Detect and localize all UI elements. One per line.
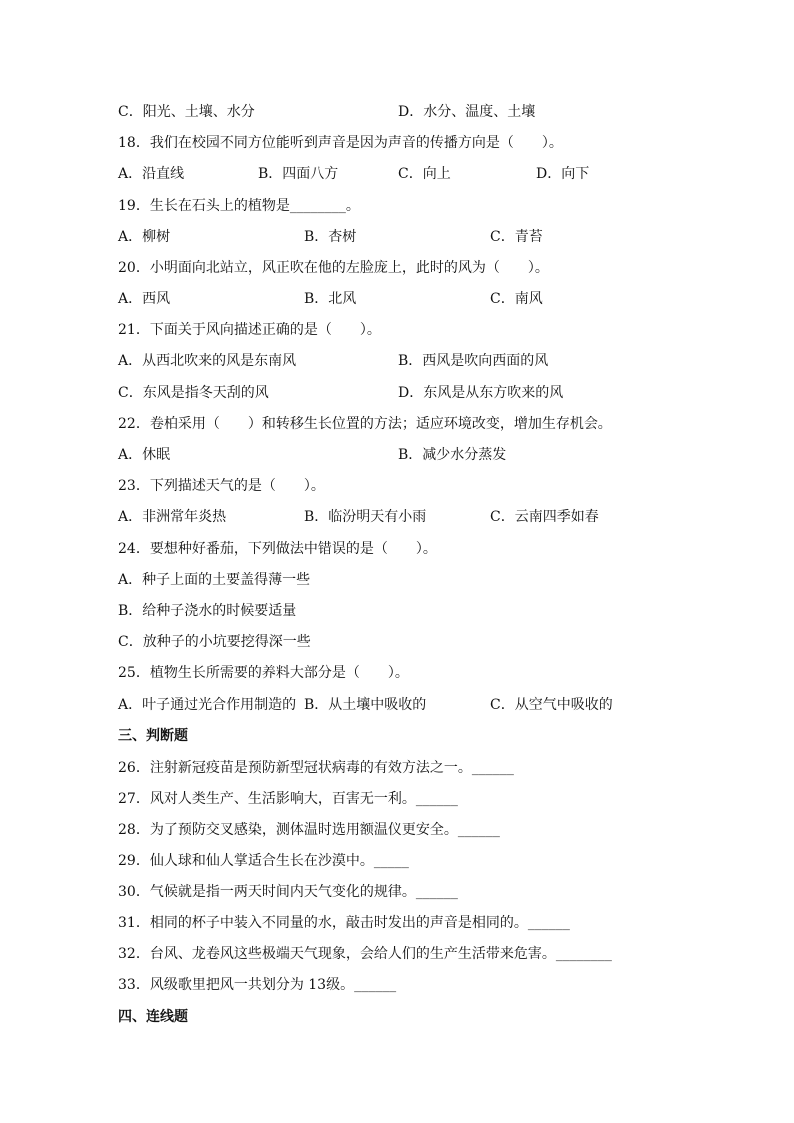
options-row [0,349,794,373]
option-line [0,568,794,592]
option: B．从土壤中吸收的 [304,697,427,713]
question-text: 22．卷柏采用（ ）和转移生长位置的方法；适应环境改变，增加生存机会。 [118,416,612,432]
question-21 [0,318,794,342]
question-text: 18．我们在校园不同方位能听到声音是因为声音的传播方向是（ ）。 [118,135,563,151]
option: A．叶子通过光合作用制造的 [118,697,297,713]
question-text: 31．相同的杯子中装入不同量的水，敲击时发出的声音是相同的。______ [118,915,570,931]
question-22 [0,412,794,436]
option: D．东风是从东方吹来的风 [398,385,564,401]
option: D．水分、温度、土壤 [398,104,536,120]
question-text: 19．生长在石头上的植物是________。 [118,198,360,214]
option: A．柳树 [118,229,171,245]
option: A．从西北吹来的风是东南风 [118,353,297,369]
options-row [0,381,794,405]
question-32 [0,942,794,966]
section-title: 三、判断题 [118,728,188,744]
options-row [0,162,794,186]
options-row [0,693,794,717]
option: B．西风是吹向西面的风 [398,353,549,369]
option: A．种子上面的土要盖得薄一些 [118,572,311,588]
options-row [0,100,794,124]
question-24 [0,537,794,561]
option: A．西风 [118,291,171,307]
option: C．南风 [490,291,543,307]
question-text: 26．注射新冠疫苗是预防新型冠状病毒的有效方法之一。______ [118,760,514,776]
question-25 [0,661,794,685]
question-26 [0,756,794,780]
option: C．放种子的小坑要挖得深一些 [118,634,311,650]
question-text: 23．下列描述天气的是（ ）。 [118,478,325,494]
options-row [0,443,794,467]
option: B．四面八方 [258,166,339,182]
option: A．非洲常年炎热 [118,509,227,525]
question-text: 21．下面关于风向描述正确的是（ ）。 [118,322,381,338]
question-text: 25．植物生长所需要的养料大部分是（ ）。 [118,665,409,681]
option: A．休眠 [118,447,171,463]
option: D．向下 [536,166,590,182]
question-23 [0,474,794,498]
option: B．临汾明天有小雨 [304,509,427,525]
options-row [0,505,794,529]
question-text: 24．要想种好番茄，下列做法中错误的是（ ）。 [118,541,437,557]
option: C．从空气中吸收的 [490,697,613,713]
question-19 [0,194,794,218]
option: B．北风 [304,291,357,307]
option: C．东风是指冬天刮的风 [118,385,269,401]
question-33 [0,973,794,997]
section-title: 四、连线题 [118,1009,188,1025]
question-29 [0,849,794,873]
option: B．减少水分蒸发 [398,447,507,463]
option: C．云南四季如春 [490,509,599,525]
question-28 [0,818,794,842]
question-20 [0,256,794,280]
question-text: 33．风级歌里把风一共划分为 13级。______ [118,977,397,993]
option: B．给种子浇水的时候要适量 [118,603,297,619]
question-text: 32．台风、龙卷风这些极端天气现象，会给人们的生产生活带来危害。________ [118,946,612,962]
option: C．阳光、土壤、水分 [118,104,255,120]
question-text: 27．风对人类生产、生活影响大，百害无一利。______ [118,791,458,807]
question-27 [0,787,794,811]
section-heading-match [0,1005,794,1029]
option: C．向上 [398,166,451,182]
option-line [0,599,794,623]
option: B．杏树 [304,229,357,245]
option: A．沿直线 [118,166,185,182]
option-line [0,630,794,654]
question-text: 30．气候就是指一两天时间内天气变化的规律。______ [118,884,458,900]
question-31 [0,911,794,935]
options-row [0,287,794,311]
question-text: 29．仙人球和仙人掌适合生长在沙漠中。_____ [118,853,409,869]
option: C．青苔 [490,229,543,245]
question-text: 28．为了预防交叉感染，测体温时选用额温仪更安全。______ [118,822,500,838]
question-30 [0,880,794,904]
question-text: 20．小明面向北站立，风正吹在他的左脸庞上，此时的风为（ ）。 [118,260,549,276]
options-row [0,225,794,249]
section-heading-judge [0,724,794,748]
question-18 [0,131,794,155]
